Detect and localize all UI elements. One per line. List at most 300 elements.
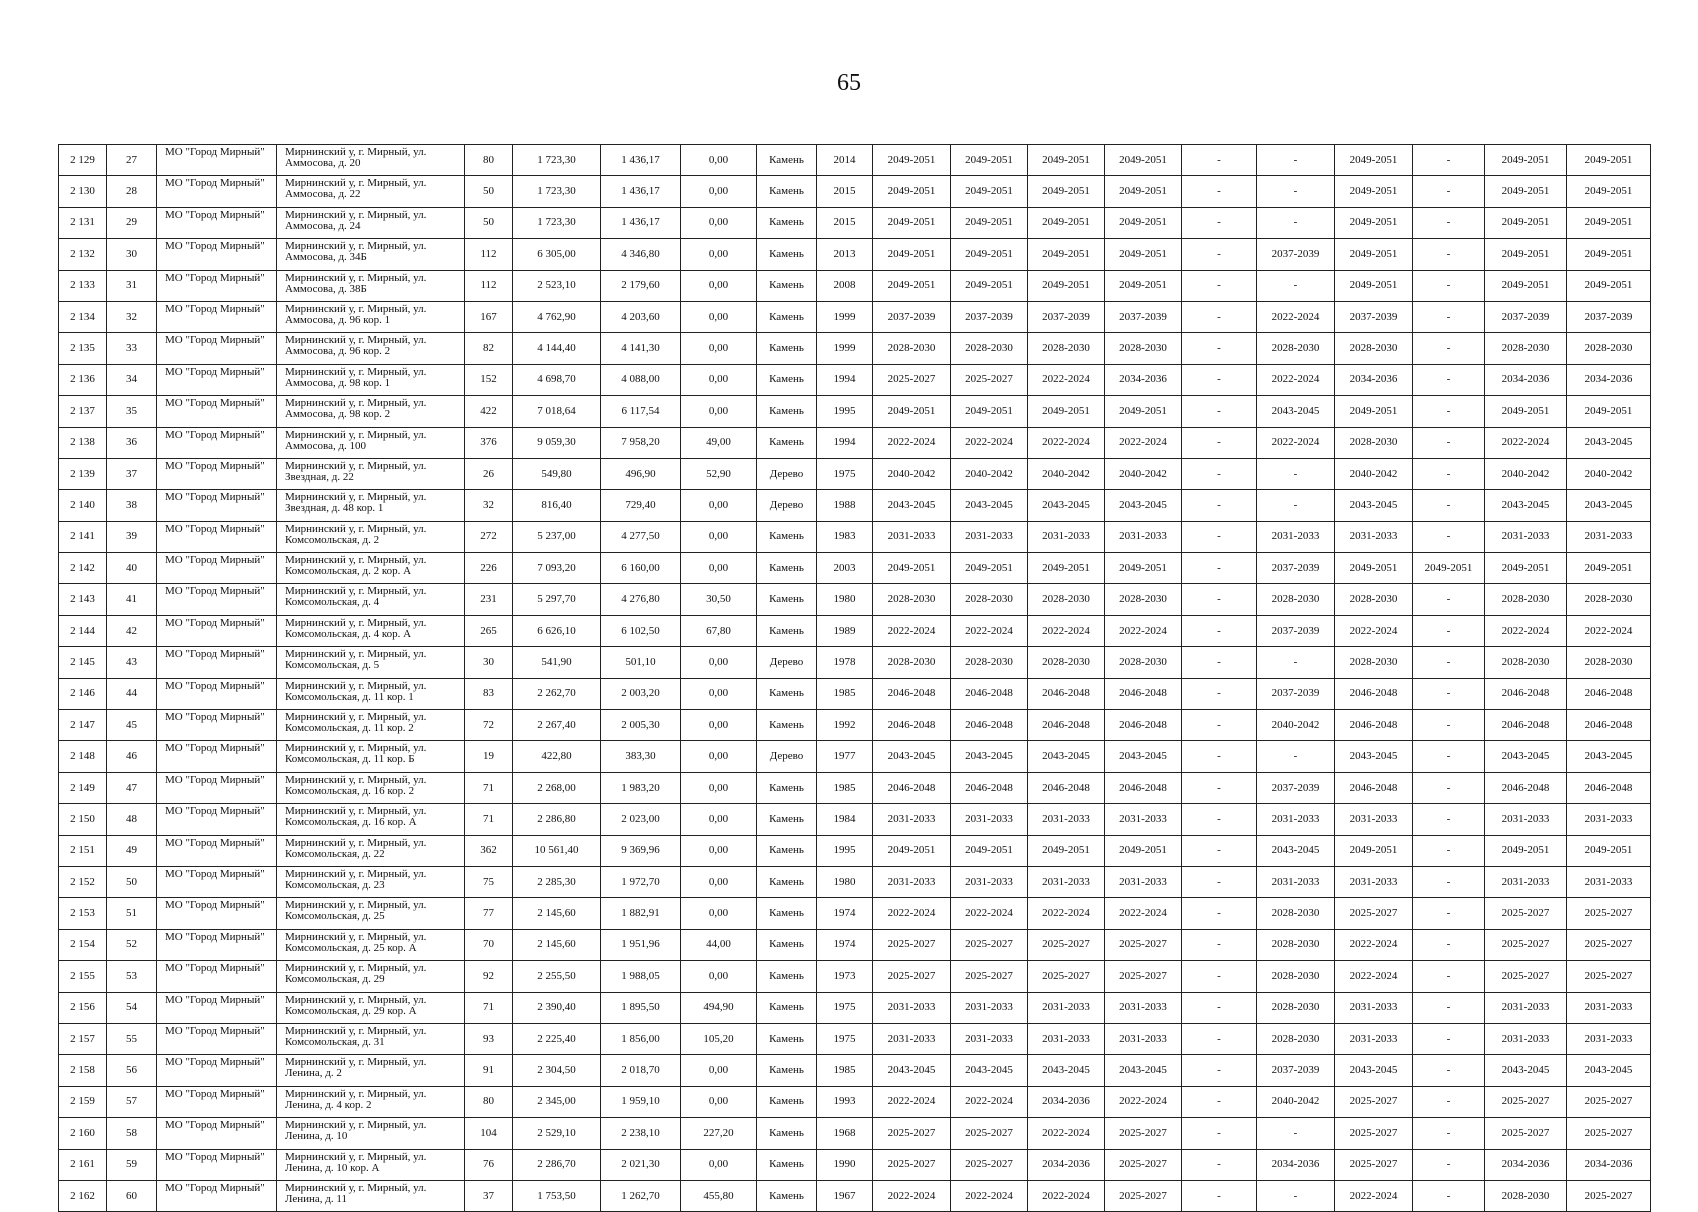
cell-residents: 76 [465,1149,513,1180]
cell-period-10: 2031-2033 [1567,521,1651,552]
cell-residents: 50 [465,207,513,238]
cell-total-area: 1 723,30 [513,145,601,176]
cell-period-1: 2031-2033 [873,1023,951,1054]
cell-build-year: 2014 [817,145,873,176]
cell-total-area: 2 225,40 [513,1023,601,1054]
cell-municipality: МО "Город Мирный" [157,866,277,897]
cell-living-area: 1 262,70 [601,1180,681,1211]
cell-period-8: - [1413,145,1485,176]
cell-period-7: 2025-2027 [1335,1118,1413,1149]
cell-municipality: МО "Город Мирный" [157,301,277,332]
cell-total-area: 816,40 [513,490,601,521]
cell-period-5: - [1182,176,1257,207]
cell-wall-material: Камень [757,710,817,741]
cell-address: Мирнинский у, г. Мирный, ул. Аммосова, д. 38Б [277,270,465,301]
cell-address: Мирнинский у, г. Мирный, ул. Комсомольская, д. 11 кор. 1 [277,678,465,709]
cell-residents: 92 [465,961,513,992]
cell-wall-material: Камень [757,1023,817,1054]
cell-period-8: - [1413,584,1485,615]
cell-address: Мирнинский у, г. Мирный, ул. Комсомольская, д. 5 [277,647,465,678]
cell-wall-material: Камень [757,1149,817,1180]
cell-local-number: 36 [107,427,157,458]
cell-period-6: - [1257,490,1335,521]
cell-municipality: МО "Город Мирный" [157,898,277,929]
cell-period-5: - [1182,333,1257,364]
cell-residents: 70 [465,929,513,960]
cell-period-6: - [1257,145,1335,176]
cell-record-number: 2 131 [59,207,107,238]
cell-period-5: - [1182,961,1257,992]
cell-period-6: 2031-2033 [1257,866,1335,897]
cell-period-7: 2040-2042 [1335,458,1413,489]
cell-total-area: 6 626,10 [513,615,601,646]
table-row [59,710,1651,741]
cell-record-number: 2 132 [59,239,107,270]
cell-period-4: 2043-2045 [1105,1055,1182,1086]
cell-build-year: 2015 [817,207,873,238]
cell-period-6: 2031-2033 [1257,804,1335,835]
cell-period-3: 2043-2045 [1028,490,1105,521]
cell-period-8: - [1413,396,1485,427]
cell-period-10: 2025-2027 [1567,1086,1651,1117]
cell-period-5: - [1182,647,1257,678]
cell-period-9: 2043-2045 [1485,1055,1567,1086]
cell-period-6: - [1257,647,1335,678]
cell-living-area: 1 959,10 [601,1086,681,1117]
cell-period-9: 2034-2036 [1485,1149,1567,1180]
table-row [59,678,1651,709]
cell-period-9: 2025-2027 [1485,961,1567,992]
cell-period-10: 2043-2045 [1567,1055,1651,1086]
cell-build-year: 2013 [817,239,873,270]
cell-period-10: 2046-2048 [1567,678,1651,709]
cell-period-5: - [1182,553,1257,584]
cell-period-9: 2049-2051 [1485,207,1567,238]
cell-local-number: 37 [107,458,157,489]
cell-period-5: - [1182,898,1257,929]
cell-period-5: - [1182,710,1257,741]
cell-period-3: 2031-2033 [1028,804,1105,835]
cell-period-10: 2031-2033 [1567,866,1651,897]
cell-period-4: 2043-2045 [1105,741,1182,772]
cell-record-number: 2 141 [59,521,107,552]
cell-record-number: 2 157 [59,1023,107,1054]
cell-total-area: 7 093,20 [513,553,601,584]
cell-wall-material: Дерево [757,490,817,521]
cell-period-7: 2025-2027 [1335,1149,1413,1180]
cell-wall-material: Камень [757,584,817,615]
cell-period-8: - [1413,427,1485,458]
cell-period-9: 2025-2027 [1485,1086,1567,1117]
cell-residents: 75 [465,866,513,897]
cell-build-year: 1993 [817,1086,873,1117]
cell-period-5: - [1182,521,1257,552]
table-row [59,647,1651,678]
cell-local-number: 50 [107,866,157,897]
table-row [59,835,1651,866]
cell-period-3: 2031-2033 [1028,992,1105,1023]
cell-period-3: 2031-2033 [1028,1023,1105,1054]
cell-living-area: 4 088,00 [601,364,681,395]
cell-record-number: 2 154 [59,929,107,960]
table-row [59,929,1651,960]
cell-period-2: 2049-2051 [951,270,1028,301]
cell-period-6: 2040-2042 [1257,1086,1335,1117]
cell-build-year: 1985 [817,1055,873,1086]
cell-period-9: 2046-2048 [1485,678,1567,709]
cell-period-8: - [1413,490,1485,521]
cell-record-number: 2 160 [59,1118,107,1149]
cell-period-9: 2031-2033 [1485,866,1567,897]
cell-period-6: 2022-2024 [1257,364,1335,395]
cell-period-3: 2049-2051 [1028,176,1105,207]
cell-period-3: 2034-2036 [1028,1149,1105,1180]
cell-build-year: 2015 [817,176,873,207]
cell-wall-material: Камень [757,992,817,1023]
cell-living-area: 2 018,70 [601,1055,681,1086]
cell-period-8: - [1413,929,1485,960]
cell-period-6: 2037-2039 [1257,553,1335,584]
cell-period-6: 2034-2036 [1257,1149,1335,1180]
cell-record-number: 2 130 [59,176,107,207]
cell-total-area: 2 390,40 [513,992,601,1023]
cell-wall-material: Камень [757,207,817,238]
cell-period-7: 2028-2030 [1335,647,1413,678]
cell-period-8: - [1413,678,1485,709]
cell-period-4: 2046-2048 [1105,710,1182,741]
cell-period-2: 2028-2030 [951,333,1028,364]
cell-nonresidential-area: 0,00 [681,804,757,835]
cell-period-7: 2022-2024 [1335,929,1413,960]
cell-record-number: 2 144 [59,615,107,646]
cell-period-9: 2025-2027 [1485,898,1567,929]
cell-period-8: - [1413,333,1485,364]
cell-residents: 26 [465,458,513,489]
cell-period-2: 2031-2033 [951,804,1028,835]
cell-build-year: 1975 [817,992,873,1023]
cell-wall-material: Камень [757,1118,817,1149]
cell-build-year: 1989 [817,615,873,646]
table-row [59,301,1651,332]
cell-nonresidential-area: 0,00 [681,866,757,897]
cell-total-area: 2 529,10 [513,1118,601,1149]
cell-period-7: 2046-2048 [1335,710,1413,741]
cell-total-area: 4 698,70 [513,364,601,395]
cell-period-4: 2046-2048 [1105,772,1182,803]
cell-total-area: 2 523,10 [513,270,601,301]
cell-local-number: 35 [107,396,157,427]
cell-period-6: 2028-2030 [1257,333,1335,364]
cell-period-4: 2025-2027 [1105,929,1182,960]
cell-build-year: 1975 [817,458,873,489]
cell-period-8: - [1413,741,1485,772]
cell-period-9: 2022-2024 [1485,427,1567,458]
cell-residents: 93 [465,1023,513,1054]
cell-nonresidential-area: 0,00 [681,301,757,332]
cell-period-2: 2028-2030 [951,647,1028,678]
cell-residents: 83 [465,678,513,709]
cell-record-number: 2 155 [59,961,107,992]
cell-period-1: 2028-2030 [873,584,951,615]
cell-municipality: МО "Город Мирный" [157,427,277,458]
cell-nonresidential-area: 0,00 [681,1086,757,1117]
cell-nonresidential-area: 0,00 [681,490,757,521]
cell-period-7: 2025-2027 [1335,1086,1413,1117]
cell-nonresidential-area: 105,20 [681,1023,757,1054]
cell-total-area: 2 345,00 [513,1086,601,1117]
cell-period-2: 2025-2027 [951,364,1028,395]
cell-nonresidential-area: 0,00 [681,961,757,992]
cell-local-number: 56 [107,1055,157,1086]
cell-period-4: 2022-2024 [1105,898,1182,929]
cell-record-number: 2 133 [59,270,107,301]
cell-living-area: 1 972,70 [601,866,681,897]
cell-period-1: 2046-2048 [873,678,951,709]
cell-period-5: - [1182,207,1257,238]
table-row [59,1118,1651,1149]
cell-living-area: 4 277,50 [601,521,681,552]
cell-period-7: 2034-2036 [1335,364,1413,395]
cell-period-5: - [1182,270,1257,301]
cell-residents: 112 [465,270,513,301]
cell-period-3: 2046-2048 [1028,678,1105,709]
cell-total-area: 2 267,40 [513,710,601,741]
cell-address: Мирнинский у, г. Мирный, ул. Ленина, д. 4 кор. 2 [277,1086,465,1117]
cell-municipality: МО "Город Мирный" [157,647,277,678]
cell-period-3: 2043-2045 [1028,741,1105,772]
cell-period-10: 2025-2027 [1567,929,1651,960]
cell-period-2: 2046-2048 [951,710,1028,741]
cell-period-8: - [1413,207,1485,238]
cell-period-9: 2028-2030 [1485,1180,1567,1211]
cell-total-area: 7 018,64 [513,396,601,427]
cell-local-number: 34 [107,364,157,395]
cell-address: Мирнинский у, г. Мирный, ул. Аммосова, д. 100 [277,427,465,458]
cell-period-3: 2022-2024 [1028,1118,1105,1149]
cell-address: Мирнинский у, г. Мирный, ул. Аммосова, д. 34Б [277,239,465,270]
table-row [59,961,1651,992]
cell-period-4: 2049-2051 [1105,396,1182,427]
cell-total-area: 2 268,00 [513,772,601,803]
cell-total-area: 2 286,80 [513,804,601,835]
cell-wall-material: Камень [757,929,817,960]
cell-municipality: МО "Город Мирный" [157,678,277,709]
cell-wall-material: Камень [757,176,817,207]
cell-wall-material: Камень [757,145,817,176]
cell-period-1: 2022-2024 [873,615,951,646]
cell-period-8: - [1413,898,1485,929]
cell-living-area: 1 983,20 [601,772,681,803]
cell-period-4: 2031-2033 [1105,1023,1182,1054]
cell-period-10: 2031-2033 [1567,804,1651,835]
cell-period-6: 2043-2045 [1257,396,1335,427]
cell-nonresidential-area: 455,80 [681,1180,757,1211]
cell-period-6: - [1257,458,1335,489]
cell-period-3: 2046-2048 [1028,710,1105,741]
cell-period-6: 2028-2030 [1257,898,1335,929]
table-row [59,364,1651,395]
cell-period-10: 2025-2027 [1567,898,1651,929]
table-row [59,804,1651,835]
cell-period-3: 2025-2027 [1028,961,1105,992]
cell-period-1: 2049-2051 [873,270,951,301]
cell-period-5: - [1182,239,1257,270]
cell-period-4: 2034-2036 [1105,364,1182,395]
cell-wall-material: Камень [757,804,817,835]
cell-record-number: 2 146 [59,678,107,709]
cell-period-3: 2028-2030 [1028,647,1105,678]
cell-period-5: - [1182,145,1257,176]
cell-residents: 77 [465,898,513,929]
cell-address: Мирнинский у, г. Мирный, ул. Ленина, д. 10 кор. А [277,1149,465,1180]
cell-build-year: 1999 [817,301,873,332]
cell-period-3: 2037-2039 [1028,301,1105,332]
cell-nonresidential-area: 0,00 [681,1149,757,1180]
cell-period-10: 2049-2051 [1567,239,1651,270]
cell-period-6: 2028-2030 [1257,584,1335,615]
cell-period-6: - [1257,176,1335,207]
cell-period-9: 2049-2051 [1485,553,1567,584]
table-row [59,1149,1651,1180]
cell-period-2: 2049-2051 [951,835,1028,866]
cell-period-9: 2043-2045 [1485,490,1567,521]
cell-residents: 32 [465,490,513,521]
cell-living-area: 4 203,60 [601,301,681,332]
cell-wall-material: Камень [757,396,817,427]
cell-period-1: 2049-2051 [873,207,951,238]
cell-period-8: - [1413,804,1485,835]
table-row [59,458,1651,489]
cell-period-7: 2049-2051 [1335,396,1413,427]
table-row [59,866,1651,897]
cell-record-number: 2 136 [59,364,107,395]
cell-period-5: - [1182,866,1257,897]
cell-period-7: 2049-2051 [1335,176,1413,207]
cell-municipality: МО "Город Мирный" [157,176,277,207]
cell-build-year: 1994 [817,364,873,395]
cell-period-7: 2031-2033 [1335,992,1413,1023]
cell-nonresidential-area: 0,00 [681,239,757,270]
cell-total-area: 5 237,00 [513,521,601,552]
cell-address: Мирнинский у, г. Мирный, ул. Комсомольская, д. 11 кор. 2 [277,710,465,741]
cell-period-4: 2031-2033 [1105,866,1182,897]
cell-address: Мирнинский у, г. Мирный, ул. Комсомольская, д. 16 кор. А [277,804,465,835]
cell-address: Мирнинский у, г. Мирный, ул. Комсомольская, д. 25 кор. А [277,929,465,960]
cell-residents: 231 [465,584,513,615]
cell-living-area: 729,40 [601,490,681,521]
cell-period-8: - [1413,1149,1485,1180]
cell-period-8: - [1413,1118,1485,1149]
cell-period-9: 2031-2033 [1485,992,1567,1023]
cell-nonresidential-area: 227,20 [681,1118,757,1149]
cell-period-10: 2043-2045 [1567,741,1651,772]
cell-local-number: 27 [107,145,157,176]
cell-period-5: - [1182,490,1257,521]
cell-period-1: 2049-2051 [873,176,951,207]
cell-total-area: 2 262,70 [513,678,601,709]
cell-period-1: 2031-2033 [873,521,951,552]
cell-period-3: 2049-2051 [1028,270,1105,301]
cell-period-2: 2049-2051 [951,176,1028,207]
cell-period-4: 2049-2051 [1105,270,1182,301]
cell-period-4: 2031-2033 [1105,992,1182,1023]
cell-local-number: 58 [107,1118,157,1149]
cell-nonresidential-area: 0,00 [681,553,757,584]
cell-period-1: 2046-2048 [873,772,951,803]
cell-municipality: МО "Город Мирный" [157,490,277,521]
cell-record-number: 2 153 [59,898,107,929]
cell-address: Мирнинский у, г. Мирный, ул. Комсомольская, д. 2 кор. А [277,553,465,584]
cell-total-area: 6 305,00 [513,239,601,270]
cell-wall-material: Камень [757,898,817,929]
cell-record-number: 2 150 [59,804,107,835]
cell-period-2: 2040-2042 [951,458,1028,489]
cell-living-area: 1 988,05 [601,961,681,992]
cell-wall-material: Камень [757,553,817,584]
cell-period-8: - [1413,1086,1485,1117]
cell-period-3: 2028-2030 [1028,333,1105,364]
cell-living-area: 2 021,30 [601,1149,681,1180]
cell-period-3: 2049-2051 [1028,207,1105,238]
cell-local-number: 29 [107,207,157,238]
cell-period-1: 2043-2045 [873,741,951,772]
cell-nonresidential-area: 30,50 [681,584,757,615]
cell-wall-material: Камень [757,772,817,803]
cell-municipality: МО "Город Мирный" [157,207,277,238]
cell-local-number: 44 [107,678,157,709]
cell-period-4: 2049-2051 [1105,835,1182,866]
cell-municipality: МО "Город Мирный" [157,239,277,270]
cell-living-area: 383,30 [601,741,681,772]
table-body [59,145,1651,1212]
cell-total-area: 9 059,30 [513,427,601,458]
cell-record-number: 2 156 [59,992,107,1023]
cell-period-10: 2049-2051 [1567,835,1651,866]
cell-municipality: МО "Город Мирный" [157,553,277,584]
cell-wall-material: Камень [757,1086,817,1117]
cell-period-9: 2028-2030 [1485,584,1567,615]
cell-period-4: 2049-2051 [1105,553,1182,584]
cell-period-1: 2031-2033 [873,992,951,1023]
cell-period-7: 2025-2027 [1335,898,1413,929]
cell-period-7: 2022-2024 [1335,1180,1413,1211]
table-row [59,396,1651,427]
cell-address: Мирнинский у, г. Мирный, ул. Аммосова, д. 96 кор. 2 [277,333,465,364]
cell-period-5: - [1182,458,1257,489]
cell-residents: 104 [465,1118,513,1149]
cell-living-area: 6 117,54 [601,396,681,427]
cell-period-1: 2022-2024 [873,898,951,929]
cell-period-9: 2028-2030 [1485,333,1567,364]
cell-residents: 71 [465,992,513,1023]
cell-period-7: 2022-2024 [1335,615,1413,646]
cell-period-7: 2043-2045 [1335,741,1413,772]
cell-record-number: 2 137 [59,396,107,427]
cell-period-3: 2043-2045 [1028,1055,1105,1086]
cell-municipality: МО "Город Мирный" [157,1086,277,1117]
cell-period-10: 2031-2033 [1567,1023,1651,1054]
cell-living-area: 501,10 [601,647,681,678]
cell-period-4: 2022-2024 [1105,427,1182,458]
table-row [59,772,1651,803]
cell-municipality: МО "Город Мирный" [157,458,277,489]
cell-period-4: 2043-2045 [1105,490,1182,521]
cell-period-5: - [1182,835,1257,866]
cell-residents: 272 [465,521,513,552]
cell-period-1: 2043-2045 [873,490,951,521]
cell-period-4: 2025-2027 [1105,1149,1182,1180]
cell-living-area: 2 005,30 [601,710,681,741]
